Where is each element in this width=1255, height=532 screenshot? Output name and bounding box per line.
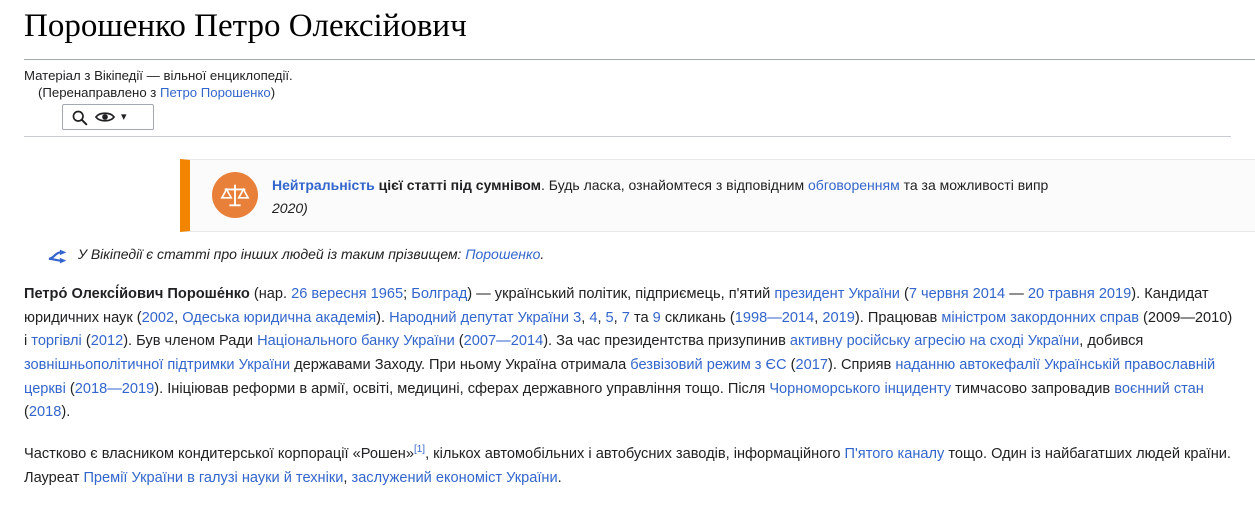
lead-paragraph-2 — [24, 443, 1234, 490]
lead-p2-link-3[interactable]: П'ятого каналу — [844, 445, 945, 462]
lead-p2-reference[interactable] — [414, 444, 425, 455]
lead-paragraph-1 — [24, 283, 1234, 425]
hatnote-before: У Вікіпедії є статті про інших людей із таким прізвищем: — [78, 246, 466, 263]
lead-p2-text-2: , кількох автомобільних і автобусних заводів, інформаційного — [425, 445, 845, 462]
lead-p1-text-58: ). — [61, 404, 71, 421]
site-subtitle: Матеріал з Вікіпедії — вільної енциклопедії. — [24, 68, 293, 84]
lead-p1-link-31[interactable]: міністром закордонних справ — [941, 309, 1139, 326]
lead-p1-text-34: ( — [81, 333, 91, 350]
search-icon[interactable] — [69, 107, 89, 127]
lead-p1-text-28: , — [814, 309, 823, 326]
lead-p1-link-25[interactable]: 9 — [652, 309, 661, 326]
lead-p1-text-4: ) — український політик, підприємець, п'ятий — [467, 286, 775, 303]
lead-p1-link-5[interactable]: президент України — [774, 286, 900, 303]
lead-p1-text-10: ). Кандидат юридичних наук ( — [24, 286, 1209, 326]
lead-p2-text-8: . — [557, 469, 562, 486]
lead-section — [24, 283, 1234, 490]
neutrality-notice-text — [272, 170, 1048, 219]
lead-p1-text-32: (2009—2010) і — [24, 309, 1233, 350]
lead-p1-link-39[interactable]: 2007—2014 — [463, 333, 544, 350]
lead-p1-text-8: — — [1005, 286, 1028, 303]
lead-p1-link-53[interactable]: Чорноморського інциденту — [769, 380, 952, 397]
lead-p1-link-45[interactable]: безвізовий режим з ЄС — [630, 356, 787, 373]
lead-p1-link-13[interactable]: Одеська юридична академія — [182, 309, 377, 326]
title-divider — [24, 59, 1255, 60]
redirect-source-link[interactable]: Петро Порошенко — [160, 85, 271, 101]
lead-p1-text-26: скликань ( — [660, 309, 735, 326]
lead-p1-text-56: ( — [24, 404, 29, 421]
lead-p1-text-42: , добився — [1079, 333, 1144, 350]
lead-p1-link-41[interactable]: активну російську агресію на сході України — [789, 333, 1080, 350]
redirect-prefix: (Перенаправлено з — [38, 85, 161, 101]
redirect-note — [38, 85, 1231, 100]
disambiguation-hatnote — [48, 246, 1231, 267]
lead-p1-text-24: та — [629, 309, 653, 326]
subject-bold-name: Петро́ Олексі́йович Пороше́нко — [24, 286, 250, 303]
lead-p2-reference-link[interactable]: [1] — [413, 444, 426, 456]
redirect-suffix: ) — [270, 85, 276, 101]
lead-p1-link-21[interactable]: 5 — [605, 309, 614, 326]
lead-p1-link-9[interactable]: 20 травня 2019 — [1027, 286, 1132, 303]
lead-p1-link-3[interactable]: Болград — [411, 286, 468, 303]
lead-p1-text-0: (нар. — [249, 286, 292, 303]
lead-p1-link-49[interactable]: наданню автокефалії Українській православній церкві — [24, 356, 1216, 397]
lead-p1-text-36: ). Був членом Ради — [123, 333, 258, 350]
chevron-down-icon[interactable]: ▾ — [121, 110, 127, 123]
neutrality-link[interactable]: Нейтральність — [272, 177, 375, 194]
page-tools-bar[interactable] — [62, 104, 154, 130]
lead-p1-link-47[interactable]: 2017 — [795, 356, 828, 373]
lead-p1-link-57[interactable]: 2018 — [28, 404, 62, 421]
content-divider — [24, 136, 1231, 137]
lead-p1-link-43[interactable]: зовнішньополітичної підтримки України — [24, 356, 291, 373]
scales-icon — [212, 172, 258, 218]
lead-p1-text-12: , — [174, 309, 183, 326]
lead-paragraph-1-body — [24, 286, 1232, 420]
lead-p2-text-0: Частково є власником кондитерської корпорації «Рошен» — [24, 445, 414, 462]
lead-p1-link-37[interactable]: Національного банку України — [257, 333, 455, 350]
neutrality-tail: та за можливості випр — [899, 177, 1049, 194]
lead-p2-text-6: , — [343, 469, 352, 486]
lead-p1-text-40: ). За час президентства призупинив — [543, 333, 790, 350]
discussion-link[interactable]: обговоренням — [808, 177, 900, 194]
lead-p1-link-1[interactable]: 26 вересня 1965 — [291, 286, 404, 303]
lead-p1-text-46: ( — [786, 356, 796, 373]
hatnote-text — [78, 246, 544, 262]
lead-p1-text-22: , — [613, 309, 622, 326]
lead-p1-text-50: ( — [65, 380, 75, 397]
lead-p1-text-38: ( — [454, 333, 464, 350]
lead-p1-link-51[interactable]: 2018—2019 — [74, 380, 155, 397]
lead-p1-text-52: ). Ініціював реформи в армії, освіті, медицині, сферах державного управління тощо. Після — [154, 380, 770, 397]
neutrality-text-after: . Будь ласка, ознайомтеся з відповідним — [541, 177, 809, 194]
lead-p1-text-48: ). Сприяв — [827, 356, 896, 373]
neutrality-year: 2020) — [272, 199, 308, 216]
lead-p1-link-27[interactable]: 1998—2014 — [734, 309, 815, 326]
lead-p1-link-15[interactable]: Народний депутат України — [389, 309, 570, 326]
lead-p1-text-54: тимчасово запровадив — [951, 380, 1115, 397]
lead-p1-text-44: державами Заходу. При ньому Україна отримала — [290, 356, 631, 373]
lead-p1-text-2: ; — [403, 286, 412, 303]
neutrality-bold-rest: цієї статті під сумнівом — [374, 177, 542, 194]
lead-p1-link-23[interactable]: 7 — [621, 309, 630, 326]
lead-p1-text-6: ( — [899, 286, 909, 303]
disambig-icon — [48, 248, 70, 267]
hatnote-after: . — [540, 246, 545, 263]
eye-icon[interactable] — [95, 107, 115, 127]
lead-p1-link-29[interactable]: 2019 — [822, 309, 855, 326]
lead-p2-link-7[interactable]: заслужений економіст України — [351, 469, 558, 486]
lead-p1-text-30: ). Працював — [854, 309, 942, 326]
lead-p1-text-18: , — [581, 309, 590, 326]
lead-p1-link-33[interactable]: торгівлі — [31, 333, 82, 350]
page-title: Порошенко Петро Олексійович — [24, 8, 467, 44]
lead-p1-text-14: ). — [376, 309, 390, 326]
lead-p2-link-5[interactable]: Премії України в галузі науки й техніки — [83, 469, 344, 486]
lead-p1-link-7[interactable]: 7 червня 2014 — [908, 286, 1006, 303]
article-page — [0, 6, 1255, 490]
neutrality-notice — [180, 159, 1255, 232]
lead-p1-link-19[interactable]: 4 — [589, 309, 598, 326]
lead-p2-text-4: тощо. Один із найбагатших людей країни. Лауреат — [24, 445, 1231, 486]
lead-p1-link-55[interactable]: воєнний стан — [1114, 380, 1204, 397]
lead-p1-link-35[interactable]: 2012 — [90, 333, 124, 350]
lead-p1-link-11[interactable]: 2002 — [141, 309, 175, 326]
lead-p1-text-20: , — [597, 309, 606, 326]
lead-p1-link-17[interactable]: 3 — [573, 309, 582, 326]
hatnote-link[interactable]: Порошенко — [465, 246, 541, 263]
